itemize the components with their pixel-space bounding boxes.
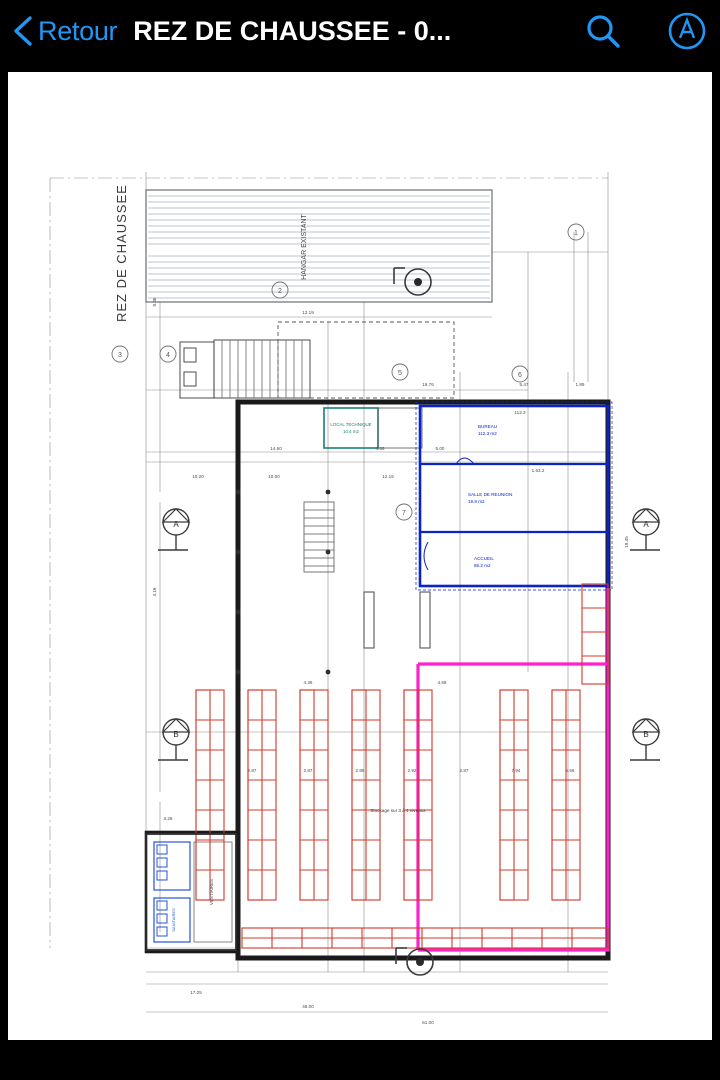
grid-bubble-label: 4 xyxy=(166,352,170,359)
svg-text:2.87: 2.87 xyxy=(303,768,313,773)
svg-text:14.60: 14.60 xyxy=(270,446,282,451)
svg-text:2.87: 2.87 xyxy=(247,768,257,773)
svg-text:2.92: 2.92 xyxy=(407,768,417,773)
svg-text:2.85: 2.85 xyxy=(355,768,365,773)
svg-text:112.3: 112.3 xyxy=(514,410,526,415)
search-icon[interactable] xyxy=(582,10,624,52)
room-area: 86.2 m2 xyxy=(474,563,491,568)
section-marker-label: B xyxy=(173,730,179,739)
section-marker-label: A xyxy=(173,520,179,529)
level-label: REZ DE CHAUSSEE xyxy=(114,184,129,322)
svg-text:4.16: 4.16 xyxy=(152,587,157,597)
svg-text:3.26: 3.26 xyxy=(163,816,173,821)
svg-text:19.76: 19.76 xyxy=(422,382,434,387)
back-button[interactable] xyxy=(10,14,117,48)
room-label: ACCUEIL xyxy=(474,556,494,561)
section-marker-label: A xyxy=(643,520,649,529)
drawing-sheet[interactable] xyxy=(8,72,712,1040)
svg-text:8.46: 8.46 xyxy=(152,297,157,307)
grid-bubble-label: 6 xyxy=(518,372,522,379)
bottom-bar xyxy=(0,1040,720,1080)
svg-text:19.45: 19.45 xyxy=(624,536,629,548)
svg-text:4.66: 4.66 xyxy=(375,446,385,451)
svg-text:5.00: 5.00 xyxy=(435,446,445,451)
grid-bubble-label: 2 xyxy=(278,288,282,295)
annotate-circle-icon[interactable] xyxy=(666,10,708,52)
grid-bubble-label: 3 xyxy=(118,352,122,359)
svg-text:61.00: 61.00 xyxy=(422,1020,434,1025)
section-marker-label: B xyxy=(643,730,649,739)
floor-plan-svg[interactable] xyxy=(8,72,712,1040)
svg-text:1.89: 1.89 xyxy=(575,382,585,387)
room-label: LOCAL TECHNIQUE xyxy=(330,422,372,427)
navigation-bar xyxy=(0,0,720,62)
svg-text:4.58: 4.58 xyxy=(437,680,447,685)
svg-text:46.00: 46.00 xyxy=(302,1004,314,1009)
svg-text:2.87: 2.87 xyxy=(459,768,469,773)
svg-text:7.94: 7.94 xyxy=(511,768,521,773)
room-label: VESTIAIRES xyxy=(209,879,214,905)
svg-text:5.47: 5.47 xyxy=(519,382,529,387)
svg-text:12.19: 12.19 xyxy=(302,310,314,315)
back-label: Retour xyxy=(38,15,118,46)
svg-text:10.20: 10.20 xyxy=(192,474,204,479)
grid-bubble-label: 7 xyxy=(402,510,406,517)
svg-text:4.36: 4.36 xyxy=(303,680,313,685)
svg-text:10.00: 10.00 xyxy=(268,474,280,479)
room-label: BUREAU xyxy=(478,424,498,429)
grid-bubble-label: 5 xyxy=(398,370,402,377)
room-area: 19.8 m2 xyxy=(468,499,485,504)
page-title: REZ DE CHAUSSEE - 0... xyxy=(133,15,452,46)
svg-text:1.63.2: 1.63.2 xyxy=(531,468,545,473)
existing-hangar-label: HANGAR EXISTANT xyxy=(301,214,308,280)
chevron-left-icon xyxy=(10,14,36,48)
room-label: SANITAIRES xyxy=(171,908,176,932)
stock-note: Stockage sur 3 à 4 niveaux xyxy=(370,808,426,813)
floor-plan[interactable] xyxy=(8,72,712,1040)
room-label: SALLE DE REUNION xyxy=(468,492,513,497)
svg-text:5.56: 5.56 xyxy=(565,768,575,773)
grid-bubble-label: 1 xyxy=(574,230,578,237)
navbar-actions xyxy=(582,0,708,62)
room-area: 112.3 m2 xyxy=(478,431,497,436)
svg-text:17.25: 17.25 xyxy=(190,990,202,995)
room-area: 10.4 m2 xyxy=(343,429,359,434)
existing-hangar xyxy=(146,190,492,302)
svg-text:12.15: 12.15 xyxy=(382,474,394,479)
